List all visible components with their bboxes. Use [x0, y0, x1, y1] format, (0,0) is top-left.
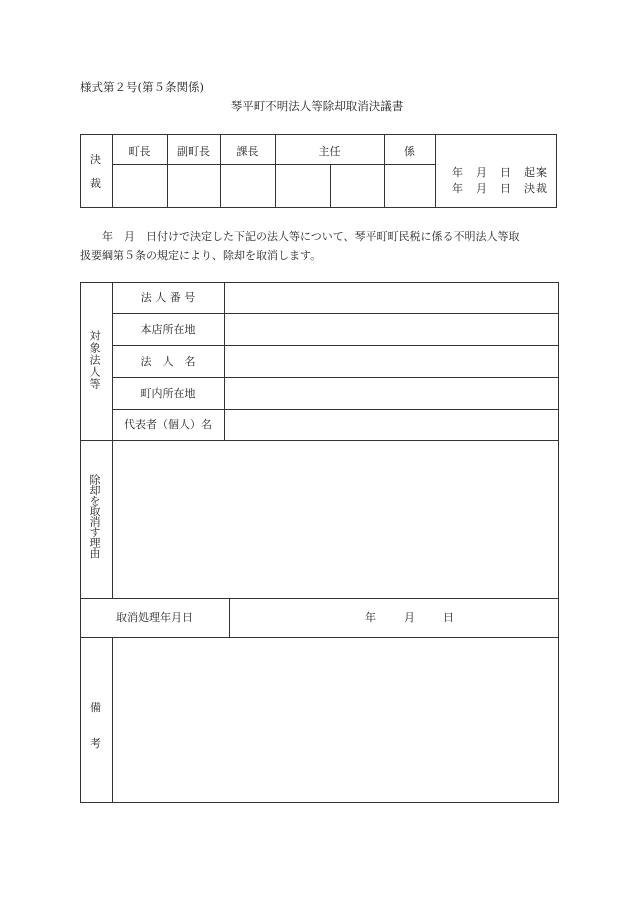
processing-date-divider — [229, 598, 230, 637]
row-label-local-address: 町内所在地 — [140, 387, 196, 400]
statement-line-1: 年 月 日付けで決定した下記の法人等について、琴平町町民税に係る不明法人等取 — [102, 230, 520, 243]
approval-top-border — [80, 134, 557, 135]
approval-col-divider — [435, 134, 436, 208]
signature-box-staff[interactable] — [385, 165, 435, 207]
signature-box-supervisor-2[interactable] — [331, 165, 384, 207]
statement-line-2: 扱要綱第５条の規定により、除却を取消します。 — [80, 249, 322, 262]
target-section-bottom — [80, 440, 559, 441]
signature-box-mayor[interactable] — [113, 165, 167, 207]
role-label-section-chief: 課長 — [236, 145, 259, 158]
main-table-left-border — [80, 282, 81, 803]
target-side-label: 対象法人等 — [88, 330, 101, 390]
processing-date-label: 取消処理年月日 — [116, 611, 193, 624]
processing-row-bottom — [80, 637, 559, 638]
approval-side-label-bottom: 裁 — [90, 177, 101, 190]
remarks-text-area[interactable] — [114, 639, 556, 801]
remarks-side-divider — [112, 637, 113, 803]
target-row-divider — [112, 377, 559, 378]
reason-side-label: 除却を取消す理由 — [88, 474, 101, 558]
approval-left-border — [80, 134, 81, 208]
target-row-divider — [112, 345, 559, 346]
main-table-top-border — [80, 282, 559, 283]
remarks-label-bottom: 考 — [90, 737, 101, 750]
approval-right-border — [556, 134, 557, 208]
role-label-supervisor: 主任 — [318, 145, 341, 158]
row-label-corporate-number: 法 人 番 号 — [140, 291, 196, 304]
head-office-address-field[interactable] — [226, 315, 556, 344]
target-row-divider — [112, 313, 559, 314]
local-address-field[interactable] — [226, 379, 556, 408]
role-label-mayor: 町長 — [128, 145, 151, 158]
target-label-divider — [224, 282, 225, 440]
date-decided: 年 月 日 決裁 — [452, 182, 548, 195]
signature-box-section-chief[interactable] — [221, 165, 275, 207]
role-label-staff: 係 — [404, 145, 415, 158]
row-label-representative-name: 代表者（個人）名 — [124, 418, 212, 431]
date-drafted: 年 月 日 起案 — [452, 166, 548, 179]
form-number: 様式第２号(第５条関係) — [80, 80, 204, 94]
reason-section-bottom — [80, 598, 559, 599]
representative-name-field[interactable] — [226, 411, 556, 439]
target-row-divider — [112, 409, 559, 410]
signature-box-deputy-mayor[interactable] — [168, 165, 220, 207]
reason-side-divider — [112, 440, 113, 598]
row-label-corporate-name: 法 人 名 — [140, 355, 196, 368]
approval-side-label-top: 決 — [90, 153, 101, 166]
main-table-right-border — [558, 282, 559, 803]
corporate-number-field[interactable] — [226, 284, 556, 312]
approval-bottom-border — [80, 207, 557, 208]
role-label-deputy-mayor: 副町長 — [177, 145, 210, 158]
reason-text-area[interactable] — [114, 442, 556, 596]
row-label-head-office-address: 本店所在地 — [140, 323, 196, 336]
main-table-bottom-border — [80, 802, 559, 803]
signature-box-supervisor-1[interactable] — [276, 165, 330, 207]
corporate-name-field[interactable] — [226, 347, 556, 376]
remarks-label-top: 備 — [90, 701, 101, 714]
document-title: 琴平町不明法人等除却取消決議書 — [230, 99, 404, 113]
processing-date-value[interactable]: 年 月 日 — [365, 611, 456, 624]
